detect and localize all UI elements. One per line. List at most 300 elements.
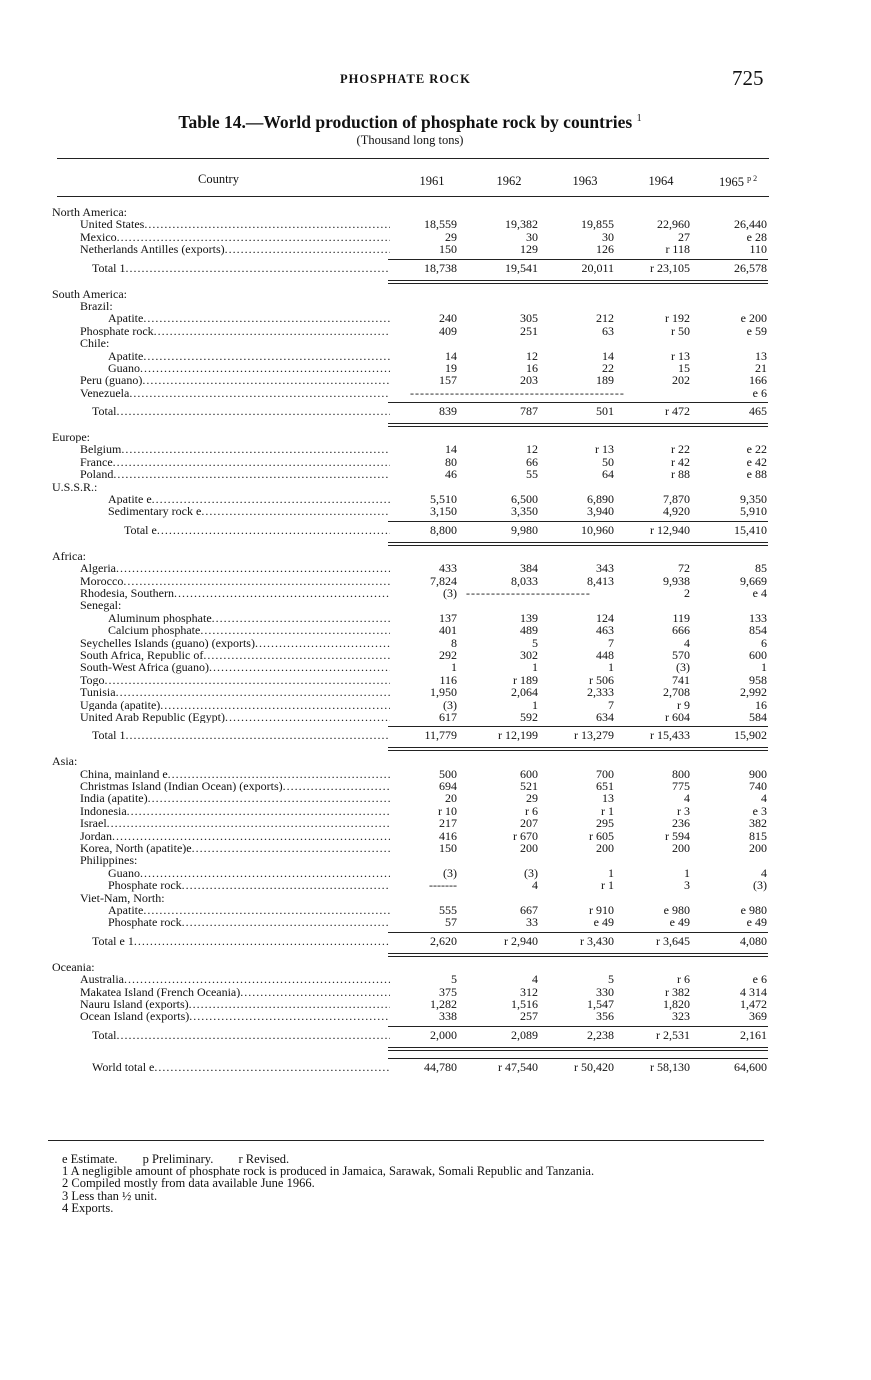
row-label-text: Ocean Island (exports) bbox=[80, 1010, 190, 1023]
footnote-revised: r Revised. bbox=[238, 1152, 290, 1166]
footnote-preliminary: p Preliminary. bbox=[142, 1152, 214, 1166]
value-cell: 11,779 bbox=[424, 728, 457, 743]
value-cell: 1,950 bbox=[430, 685, 457, 700]
value-cell: 292 bbox=[439, 647, 457, 662]
row-label-text: Apatite bbox=[108, 903, 144, 917]
value-cell: 3 bbox=[684, 878, 690, 893]
value-cell: r 13,279 bbox=[574, 728, 614, 743]
value-cell: 137 bbox=[439, 610, 457, 625]
row-label-text: Tunisia bbox=[80, 686, 116, 699]
value-cell: r 12,199 bbox=[498, 728, 538, 743]
value-cell: 600 bbox=[520, 766, 538, 781]
value-cell: 1 bbox=[532, 660, 538, 675]
value-cell: 18,738 bbox=[424, 260, 457, 275]
column-header-1961: 1961 bbox=[419, 174, 445, 188]
subtotal-rule bbox=[388, 932, 768, 933]
total-row bbox=[0, 723, 871, 747]
value-cell: r 6 bbox=[525, 803, 538, 818]
table-row bbox=[0, 879, 871, 891]
value-cell: r 118 bbox=[665, 242, 690, 257]
row-label-text: Apatite bbox=[108, 312, 144, 325]
column-header-1964: 1964 bbox=[648, 174, 674, 188]
value-cell: 500 bbox=[439, 766, 457, 781]
value-cell: e 28 bbox=[746, 229, 767, 244]
value-cell: 30 bbox=[602, 229, 614, 244]
value-cell: 9,350 bbox=[740, 492, 767, 507]
value-cell: r 42 bbox=[671, 454, 690, 469]
table-row bbox=[0, 699, 871, 711]
value-cell: 463 bbox=[596, 623, 614, 638]
value-cell: 13 bbox=[602, 791, 614, 806]
value-cell: 22 bbox=[602, 360, 614, 375]
country-label bbox=[80, 661, 390, 673]
section-separator bbox=[0, 423, 871, 431]
table-row bbox=[0, 443, 871, 455]
row-label-text: Senegal: bbox=[80, 599, 122, 612]
country-label bbox=[108, 612, 390, 624]
table-row bbox=[0, 575, 871, 587]
row-label-text: World total e bbox=[92, 1059, 155, 1074]
value-cell: (3) bbox=[524, 865, 538, 880]
region-heading-row bbox=[0, 337, 871, 349]
title-footnote-mark: 1 bbox=[636, 113, 642, 125]
region-label bbox=[80, 892, 165, 904]
value-cell: 8,800 bbox=[430, 522, 457, 537]
value-cell: r 594 bbox=[665, 828, 690, 843]
value-cell: 7 bbox=[608, 697, 614, 712]
value-cell: e 4 bbox=[752, 585, 767, 600]
value-cell: 2,064 bbox=[511, 685, 538, 700]
value-cell: 323 bbox=[672, 1009, 690, 1024]
country-label bbox=[80, 1010, 390, 1022]
value-cell: e 59 bbox=[746, 323, 767, 338]
value-cell: e 88 bbox=[746, 467, 767, 482]
value-cell: (3) bbox=[443, 585, 457, 600]
row-label-text: South Africa, Republic of bbox=[80, 648, 204, 662]
row-label-text: Total e bbox=[124, 522, 157, 537]
country-label bbox=[92, 929, 390, 953]
value-cell: 1,472 bbox=[740, 996, 767, 1011]
table-row bbox=[0, 218, 871, 230]
row-label-text: Total e 1 bbox=[92, 933, 134, 948]
value-cell: 200 bbox=[596, 841, 614, 856]
row-label-text: North America: bbox=[52, 206, 127, 219]
value-cell: 212 bbox=[596, 311, 614, 326]
region-label bbox=[80, 300, 113, 312]
country-label bbox=[80, 649, 390, 661]
value-cell: r 58,130 bbox=[650, 1059, 690, 1074]
value-cell: 667 bbox=[520, 902, 538, 917]
value-cell: r 3,430 bbox=[580, 933, 614, 948]
value-cell: e 49 bbox=[593, 915, 614, 930]
section-double-rule bbox=[388, 280, 768, 284]
table-row bbox=[0, 562, 871, 574]
section-separator bbox=[0, 953, 871, 961]
value-cell: 521 bbox=[520, 779, 538, 794]
table-row bbox=[0, 805, 871, 817]
section-double-rule bbox=[388, 1047, 768, 1051]
value-cell: 839 bbox=[439, 404, 457, 419]
value-cell: 4,920 bbox=[663, 504, 690, 519]
country-label bbox=[108, 505, 390, 517]
footnote-2: 2 Compiled mostly from data available June 1966. bbox=[62, 1176, 315, 1191]
value-cell: 3,350 bbox=[511, 504, 538, 519]
country-label bbox=[80, 998, 390, 1010]
value-cell: 207 bbox=[520, 816, 538, 831]
value-cell: 166 bbox=[749, 373, 767, 388]
value-cell: 4 bbox=[761, 791, 767, 806]
region-label bbox=[80, 599, 121, 611]
value-cell: 157 bbox=[439, 373, 457, 388]
value-cell: 592 bbox=[520, 709, 538, 724]
value-cell: 787 bbox=[520, 404, 538, 419]
value-cell: e 42 bbox=[746, 454, 767, 469]
table-row bbox=[0, 998, 871, 1010]
page-number: 725 bbox=[732, 66, 764, 90]
value-cell: 19 bbox=[445, 360, 457, 375]
value-cell: 63 bbox=[602, 323, 614, 338]
value-cell: 382 bbox=[749, 816, 767, 831]
value-cell: 57 bbox=[445, 915, 457, 930]
row-label-text: Calcium phosphate bbox=[108, 624, 201, 637]
value-cell: r 604 bbox=[665, 709, 690, 724]
footnotes bbox=[62, 1153, 594, 1214]
column-header-1965-mark: p 2 bbox=[747, 174, 758, 183]
row-label-text: Total 1 bbox=[92, 260, 126, 275]
value-cell: 5 bbox=[532, 635, 538, 650]
value-cell: r 910 bbox=[589, 902, 614, 917]
value-cell: 19,382 bbox=[505, 217, 538, 232]
value-cell: r 3,645 bbox=[656, 933, 690, 948]
value-cell: 1 bbox=[684, 865, 690, 880]
value-cell: 8,033 bbox=[511, 573, 538, 588]
value-cell: 900 bbox=[749, 766, 767, 781]
region-label bbox=[52, 206, 127, 218]
value-cell: e 200 bbox=[740, 311, 767, 326]
row-label-text: Asia: bbox=[52, 755, 78, 768]
table-row bbox=[0, 780, 871, 792]
row-label-text: Brazil: bbox=[80, 299, 113, 313]
table-row bbox=[0, 387, 871, 399]
total-row bbox=[0, 256, 871, 280]
world-total-row bbox=[0, 1055, 871, 1079]
row-label-text: United States bbox=[80, 218, 145, 231]
value-cell: ------- bbox=[429, 878, 457, 893]
country-label bbox=[80, 456, 390, 468]
value-cell: 7,870 bbox=[663, 492, 690, 507]
row-label-text: Apatite e bbox=[108, 493, 152, 506]
table-row bbox=[0, 904, 871, 916]
country-label bbox=[92, 1055, 390, 1079]
country-label bbox=[80, 805, 390, 817]
country-label bbox=[80, 830, 390, 842]
value-cell: 189 bbox=[596, 373, 614, 388]
value-cell: 150 bbox=[439, 841, 457, 856]
value-cell: 139 bbox=[520, 610, 538, 625]
subtotal-rule bbox=[388, 402, 768, 403]
value-cell: 240 bbox=[439, 311, 457, 326]
value-cell: 200 bbox=[749, 841, 767, 856]
value-cell: 126 bbox=[596, 242, 614, 257]
table-row bbox=[0, 830, 871, 842]
value-cell: r 670 bbox=[513, 828, 538, 843]
value-cell: 433 bbox=[439, 561, 457, 576]
table-body bbox=[0, 206, 871, 1079]
value-cell: 14 bbox=[602, 348, 614, 363]
row-label-text: Nauru Island (exports) bbox=[80, 997, 189, 1011]
country-label bbox=[108, 362, 390, 374]
region-heading-row bbox=[0, 961, 871, 973]
value-cell: r 605 bbox=[589, 828, 614, 843]
row-label-text: Indonesia bbox=[80, 804, 127, 818]
row-label-text: Christmas Island (Indian Ocean) (exports) bbox=[80, 780, 283, 793]
value-cell: 22,960 bbox=[657, 217, 690, 232]
column-header-1965-year: 1965 bbox=[718, 175, 744, 190]
country-label bbox=[80, 780, 390, 792]
value-cell: 3,150 bbox=[430, 504, 457, 519]
subtotal-rule bbox=[388, 259, 768, 260]
value-cell: (3) bbox=[443, 865, 457, 880]
value-cell: 4 bbox=[532, 878, 538, 893]
row-label-text: Korea, North (apatite)e bbox=[80, 842, 192, 855]
value-cell: 15,902 bbox=[734, 728, 767, 743]
value-cell: r 6 bbox=[677, 972, 690, 987]
value-cell: 55 bbox=[526, 467, 538, 482]
value-cell: 775 bbox=[672, 779, 690, 794]
region-heading-row bbox=[0, 854, 871, 866]
value-cell: 448 bbox=[596, 647, 614, 662]
value-cell: 2,238 bbox=[587, 1027, 614, 1042]
region-heading-row bbox=[0, 755, 871, 767]
value-cell: 5,910 bbox=[740, 504, 767, 519]
value-cell: 694 bbox=[439, 779, 457, 794]
value-cell: 700 bbox=[596, 766, 614, 781]
country-label bbox=[80, 562, 390, 574]
section-double-rule bbox=[388, 953, 768, 957]
value-cell: 634 bbox=[596, 709, 614, 724]
row-label-text: Total 1 bbox=[92, 728, 126, 743]
value-cell: 72 bbox=[678, 561, 690, 576]
row-label-text: Rhodesia, Southern bbox=[80, 586, 174, 600]
footnote-1: 1 A negligible amount of phosphate rock is produced in Jamaica, Sarawak, Somali Republic and Tanzania. bbox=[62, 1164, 595, 1179]
country-label bbox=[92, 723, 390, 747]
country-label bbox=[80, 637, 390, 649]
value-cell: 64 bbox=[602, 467, 614, 482]
value-cell: r 189 bbox=[513, 672, 538, 687]
value-cell: 9,980 bbox=[511, 522, 538, 537]
value-cell: 50 bbox=[602, 454, 614, 469]
value-cell: e 49 bbox=[669, 915, 690, 930]
value-cell: 584 bbox=[749, 709, 767, 724]
value-cell: 1 bbox=[608, 865, 614, 880]
value-cell: 2,161 bbox=[740, 1027, 767, 1042]
region-label bbox=[80, 337, 109, 349]
table-row bbox=[0, 649, 871, 661]
value-cell: 2,333 bbox=[587, 685, 614, 700]
value-cell: 9,938 bbox=[663, 573, 690, 588]
value-cell: 489 bbox=[520, 623, 538, 638]
value-cell: 202 bbox=[672, 373, 690, 388]
value-cell: r 10 bbox=[438, 803, 457, 818]
row-label-text: Phosphate rock bbox=[80, 324, 154, 338]
value-cell: 14 bbox=[445, 442, 457, 457]
value-cell: 124 bbox=[596, 610, 614, 625]
value-cell: r 23,105 bbox=[650, 260, 690, 275]
row-label-text: Morocco bbox=[80, 574, 124, 587]
value-cell: 7 bbox=[608, 635, 614, 650]
footnote-3: 3 Less than ½ unit. bbox=[62, 1188, 158, 1203]
country-label bbox=[80, 711, 390, 723]
subtotal-rule bbox=[388, 1058, 768, 1059]
section-separator bbox=[0, 747, 871, 755]
row-label-text: Phosphate rock bbox=[108, 916, 182, 929]
value-cell: 236 bbox=[672, 816, 690, 831]
value-cell: 555 bbox=[439, 902, 457, 917]
country-label bbox=[80, 986, 390, 998]
table-row bbox=[0, 916, 871, 928]
country-label bbox=[108, 624, 390, 636]
value-cell: r 472 bbox=[665, 404, 690, 419]
value-cell: 2 bbox=[684, 585, 690, 600]
section-double-rule bbox=[388, 747, 768, 751]
table-row bbox=[0, 637, 871, 649]
value-cell: 1,820 bbox=[663, 996, 690, 1011]
value-cell: (3) bbox=[443, 697, 457, 712]
column-header-1962: 1962 bbox=[496, 174, 522, 188]
value-cell: 1,516 bbox=[511, 996, 538, 1011]
value-cell: 302 bbox=[520, 647, 538, 662]
value-cell: 1,547 bbox=[587, 996, 614, 1011]
row-label-text: Mexico bbox=[80, 230, 117, 244]
table-bottom-rule bbox=[48, 1140, 764, 1141]
value-cell: r 192 bbox=[665, 311, 690, 326]
value-cell: r 88 bbox=[671, 467, 690, 482]
value-cell: 12 bbox=[526, 348, 538, 363]
value-cell: e 3 bbox=[752, 803, 767, 818]
value-cell: 7,824 bbox=[430, 573, 457, 588]
row-label-text: Total bbox=[92, 1027, 117, 1042]
country-label bbox=[92, 256, 390, 280]
value-cell: r 1 bbox=[601, 878, 614, 893]
value-cell: 4 bbox=[684, 635, 690, 650]
table-row bbox=[0, 587, 871, 599]
value-cell: 13 bbox=[755, 348, 767, 363]
value-cell: 20,011 bbox=[581, 260, 614, 275]
country-label bbox=[80, 973, 390, 985]
country-label bbox=[80, 817, 390, 829]
value-cell: 9,669 bbox=[740, 573, 767, 588]
value-cell: r 12,940 bbox=[650, 522, 690, 537]
country-label bbox=[108, 879, 390, 891]
value-cell: e 6 bbox=[752, 972, 767, 987]
value-cell: 203 bbox=[520, 373, 538, 388]
value-cell: 338 bbox=[439, 1009, 457, 1024]
value-cell: 958 bbox=[749, 672, 767, 687]
country-label bbox=[80, 218, 390, 230]
section-double-rule bbox=[388, 423, 768, 427]
value-cell: 4 314 bbox=[740, 984, 767, 999]
value-cell: 343 bbox=[596, 561, 614, 576]
region-heading-row bbox=[0, 550, 871, 562]
row-label-text: Total bbox=[92, 404, 117, 419]
value-cell: 251 bbox=[520, 323, 538, 338]
country-label bbox=[80, 325, 390, 337]
total-row bbox=[0, 399, 871, 423]
table-row bbox=[0, 468, 871, 480]
value-cell: 2,089 bbox=[511, 1027, 538, 1042]
table-row bbox=[0, 792, 871, 804]
value-cell: 29 bbox=[445, 229, 457, 244]
value-cell: 6,500 bbox=[511, 492, 538, 507]
value-cell: 18,559 bbox=[424, 217, 457, 232]
value-cell: 12 bbox=[526, 442, 538, 457]
region-heading-row bbox=[0, 599, 871, 611]
table-row bbox=[0, 842, 871, 854]
row-label-text: Viet-Nam, North: bbox=[80, 891, 165, 904]
table-subtitle: (Thousand long tons) bbox=[356, 133, 464, 147]
value-cell: 116 bbox=[439, 672, 457, 687]
row-label-text: Poland bbox=[80, 468, 114, 481]
value-cell: r 9 bbox=[677, 697, 690, 712]
value-cell: 501 bbox=[596, 404, 614, 419]
value-cell: 401 bbox=[439, 623, 457, 638]
value-cell: 119 bbox=[672, 610, 690, 625]
subtotal-rule bbox=[388, 1026, 768, 1027]
value-cell: 21 bbox=[755, 360, 767, 375]
value-cell: 8,413 bbox=[587, 573, 614, 588]
region-label bbox=[52, 550, 86, 562]
value-cell: r 47,540 bbox=[498, 1059, 538, 1074]
value-cell: 2,620 bbox=[430, 933, 457, 948]
value-cell: 257 bbox=[520, 1009, 538, 1024]
value-cell: 666 bbox=[672, 623, 690, 638]
row-label-text: Belgium bbox=[80, 443, 122, 456]
country-label bbox=[80, 243, 390, 255]
country-label bbox=[92, 399, 390, 423]
table-row bbox=[0, 686, 871, 698]
table-title bbox=[0, 112, 820, 133]
value-cell: 66 bbox=[526, 454, 538, 469]
region-label bbox=[80, 854, 137, 866]
country-label bbox=[108, 312, 390, 324]
value-cell: 741 bbox=[672, 672, 690, 687]
value-cell: 1 bbox=[532, 697, 538, 712]
value-cell: 4 bbox=[761, 865, 767, 880]
region-label bbox=[52, 961, 95, 973]
country-label bbox=[80, 587, 390, 599]
value-cell: 465 bbox=[749, 404, 767, 419]
row-label-text: Togo bbox=[80, 673, 105, 687]
value-cell: 27 bbox=[678, 229, 690, 244]
country-label bbox=[80, 686, 390, 698]
value-cell: (3) bbox=[753, 878, 767, 893]
row-label-text: Oceania: bbox=[52, 960, 95, 974]
column-header-1965 bbox=[698, 174, 778, 190]
value-cell: 30 bbox=[526, 229, 538, 244]
value-cell: e 980 bbox=[740, 902, 767, 917]
country-label bbox=[80, 387, 390, 399]
table-title-text: Table 14.—World production of phosphate rock by countries bbox=[178, 112, 633, 132]
table-header-rule bbox=[57, 196, 769, 197]
region-heading-row bbox=[0, 431, 871, 443]
value-cell: 295 bbox=[596, 816, 614, 831]
country-label bbox=[124, 518, 390, 542]
section-separator bbox=[0, 542, 871, 550]
value-cell: r 2,940 bbox=[504, 933, 538, 948]
value-cell: 2,992 bbox=[740, 685, 767, 700]
country-label bbox=[80, 768, 390, 780]
value-cell: 15 bbox=[678, 360, 690, 375]
